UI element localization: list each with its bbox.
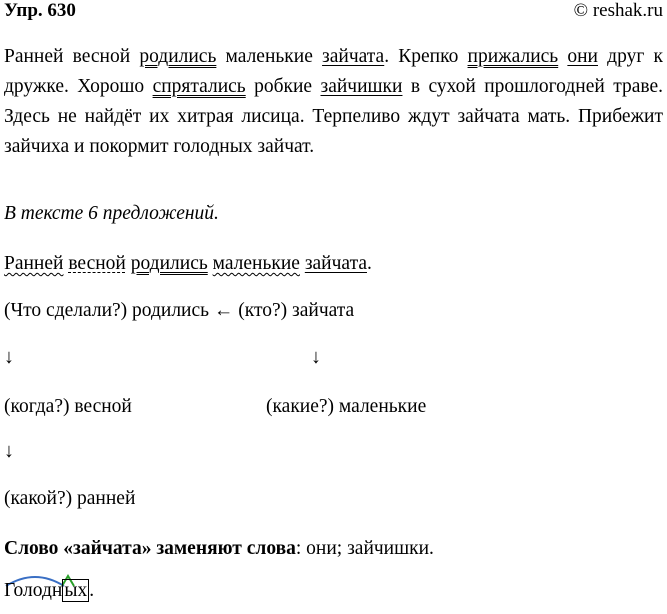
scheme-row-1: (Что сделали?) родились ← (кто?) зайчата xyxy=(4,300,355,321)
subject-2: они xyxy=(567,46,598,67)
sentence-end: . xyxy=(366,253,372,274)
predicate-2: прижались xyxy=(467,46,559,67)
text-fragment: Ранней весной xyxy=(4,46,140,67)
word-subject: зайчата xyxy=(304,253,367,274)
conclusion xyxy=(4,538,434,560)
conclusion-rest: : они; зайчишки. xyxy=(295,538,434,559)
predicate-3: спрятались xyxy=(152,76,246,97)
parsed-sentence xyxy=(4,253,372,275)
scheme-row-2-right: (какие?) маленькие xyxy=(266,396,427,417)
word-root: Голодн xyxy=(4,580,63,601)
text-fragment: в сухой прошлогодней траве. Здесь не найдёт их хитрая лисица. Терпеливо ждут зайчата мать. Прибежит зайчиха и покормит голодных зайчат. xyxy=(4,76,663,157)
exercise-text xyxy=(4,42,663,162)
word-attribute-1: Ранней xyxy=(4,253,64,274)
down-arrow-icon: ↓ xyxy=(311,346,321,368)
word-predicate: родились xyxy=(130,253,208,274)
exercise-number: Упр. 630 xyxy=(4,0,76,21)
header xyxy=(4,0,663,24)
subject-1: зайчата xyxy=(322,46,385,67)
predicate-1: родились xyxy=(139,46,217,67)
word-dot: . xyxy=(89,580,95,601)
morpheme-word xyxy=(4,580,94,602)
source-label: © reshak.ru xyxy=(573,0,663,21)
sentence-count-note: В тексте 6 предложений. xyxy=(4,203,219,224)
text-fragment: маленькие xyxy=(216,46,323,67)
scheme-row-2-left: (когда?) весной xyxy=(4,396,132,417)
conclusion-bold: Слово «зайчата» заменяют слова xyxy=(4,538,296,559)
scheme-row-3: (какой?) ранней xyxy=(4,488,136,509)
text-fragment: друг к дружке. Хорошо xyxy=(4,46,664,97)
down-arrow-icon: ↓ xyxy=(4,346,14,368)
word-attribute-2: маленькие xyxy=(212,253,300,274)
text-fragment xyxy=(558,46,567,67)
morpheme-analysis xyxy=(2,570,142,610)
down-arrow-icon: ↓ xyxy=(4,440,14,462)
subject-3: зайчишки xyxy=(320,76,403,97)
word-ending: ых xyxy=(64,580,88,601)
word-adverbial: весной xyxy=(68,253,126,274)
text-fragment: робкие xyxy=(245,76,321,97)
text-fragment: . Крепко xyxy=(384,46,468,67)
